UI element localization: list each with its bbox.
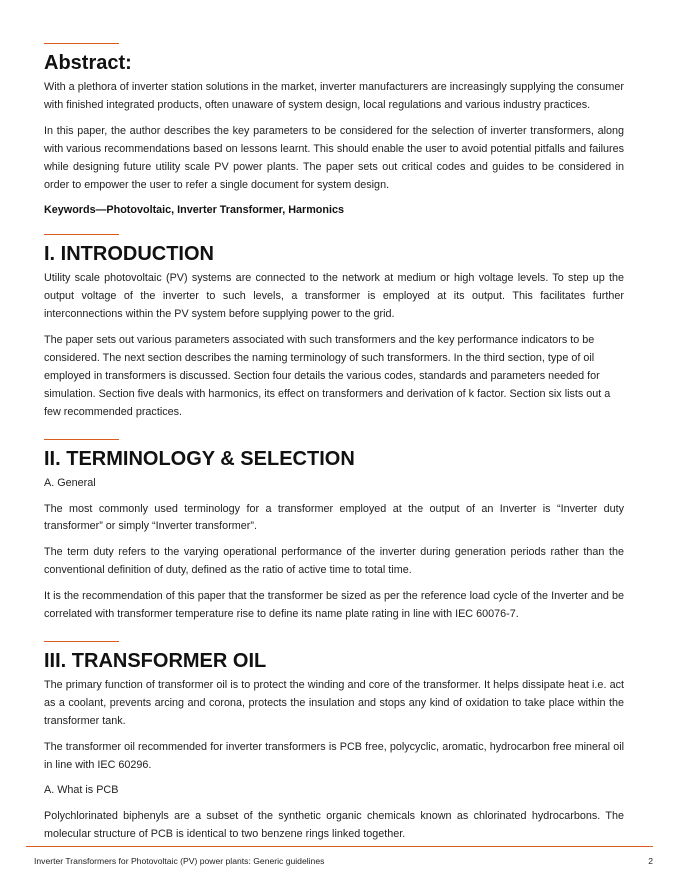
section-divider	[44, 641, 119, 642]
terminology-paragraph: The most commonly used terminology for a transformer employed at the output of an Inverter is “Inverter duty transformer” or simply “Inverter transformer”.	[44, 502, 624, 533]
abstract-section	[44, 43, 624, 220]
introduction-heading: I. INTRODUCTION	[44, 243, 214, 266]
introduction-paragraph: The paper sets out various parameters associated with such transformers and the key performance indicators to be considered. The next section describes the naming terminology of such transformers. In the third section, type of oil employed in transformers is discussed. Section four details the various codes, standards and parameters needed for simulation. Section five deals with harmonics, its effect on transformers and derivation of k factor. Section six lists out a few recommended practices.	[44, 334, 611, 418]
introduction-section	[44, 234, 624, 421]
section-divider	[44, 234, 119, 235]
pcb-subheading: A. What is PCB	[44, 784, 119, 797]
terminology-paragraph: It is the recommendation of this paper that the transformer be sized as per the reference load cycle of the Inverter and be correlated with transformer temperature rise to define its name plate rating in line with IEC 60076-7.	[44, 590, 624, 621]
terminology-section	[44, 439, 624, 624]
terminology-paragraph: The term duty refers to the varying operational performance of the inverter during generation periods rather than the conventional definition of duty, defined as the ratio of active time to total time.	[44, 546, 624, 577]
abstract-paragraph: In this paper, the author describes the key parameters to be considered for the selection of inverter transformers, along with various recommendations based on lessons learnt. This should enable the user to avoid potential pitfalls and failures while designing future utility scale PV power plants. The paper sets out critical codes and guides to be considered in order to empower the user to refer a single document for system design.	[44, 124, 624, 191]
page-number: 2	[648, 856, 653, 866]
section-divider	[44, 43, 119, 44]
introduction-paragraph: Utility scale photovoltaic (PV) systems are connected to the network at medium or high voltage levels. To step up the output voltage of the inverter to such levels, a transformer is employed at its output. This facilitates further interconnections within the PV system before supplying power to the grid.	[44, 272, 624, 321]
terminology-heading: II. TERMINOLOGY & SELECTION	[44, 447, 355, 470]
page-content	[44, 43, 624, 852]
footer-divider	[26, 846, 653, 847]
transformer-oil-section	[44, 641, 624, 844]
transformer-oil-heading: III. TRANSFORMER OIL	[44, 649, 267, 672]
pcb-paragraph: Polychlorinated biphenyls are a subset of the synthetic organic chemicals known as chlorinated hydrocarbons. The molecular structure of PCB is identical to two benzene rings linked together.	[44, 810, 624, 841]
transformer-oil-paragraph: The primary function of transformer oil is to protect the winding and core of the transformer. It helps dissipate heat i.e. act as a coolant, prevents arcing and corona, protects the insulation and stops any kind of oxidation to take place within the transformer tank.	[44, 678, 624, 727]
terminology-subheading: A. General	[44, 476, 96, 489]
abstract-heading: Abstract:	[44, 52, 132, 74]
footer-title: Inverter Transformers for Photovoltaic (PV) power plants: Generic guidelines	[34, 856, 325, 866]
section-divider	[44, 439, 119, 440]
transformer-oil-paragraph: The transformer oil recommended for inverter transformers is PCB free, polycyclic, aromatic, hydrocarbon free mineral oil in line with IEC 60296.	[44, 740, 624, 771]
keywords: Keywords—Photovoltaic, Inverter Transformer, Harmonics	[44, 204, 345, 217]
abstract-paragraph: With a plethora of inverter station solutions in the market, inverter manufacturers are increasingly supplying the consumer with finished integrated products, often unaware of system design, local regulations and various industry practices.	[44, 81, 624, 111]
